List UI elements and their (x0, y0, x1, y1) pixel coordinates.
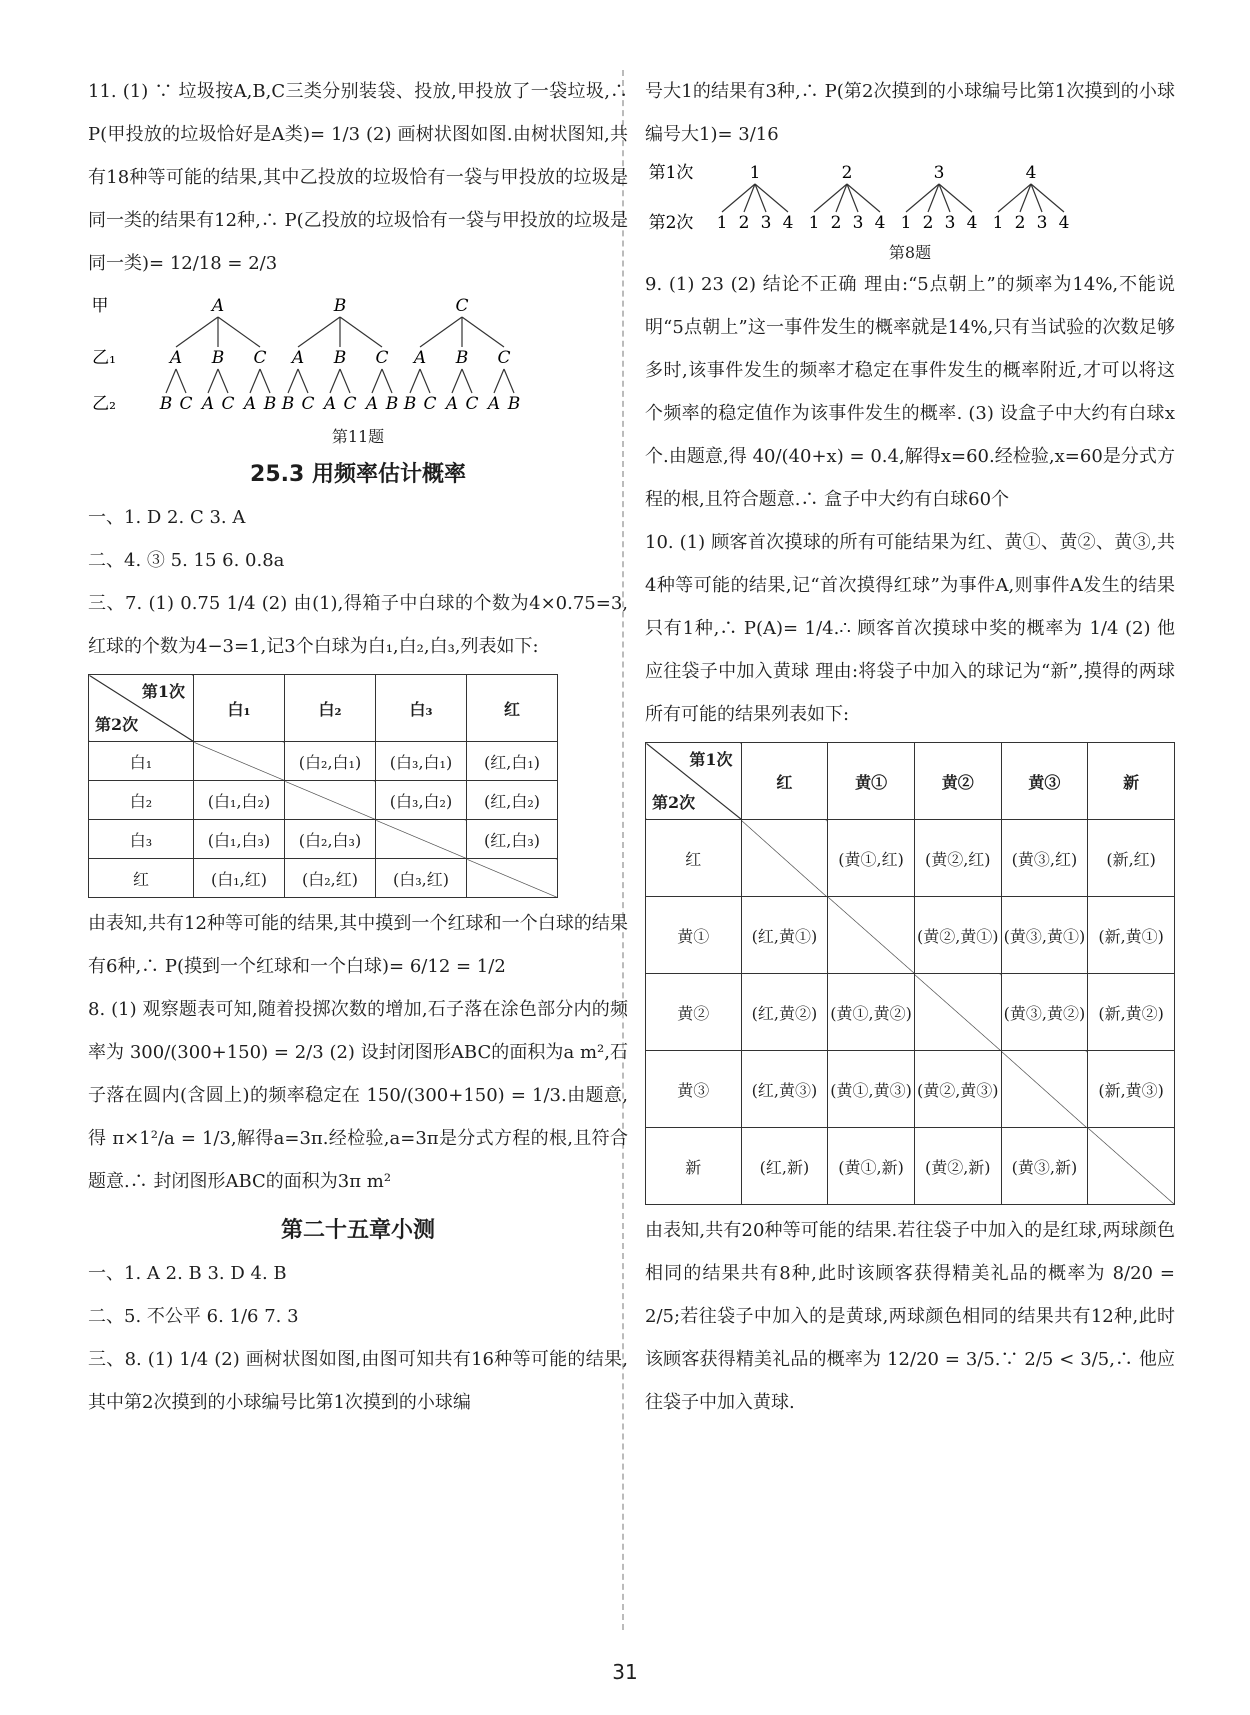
table-row-header: 黄② (646, 974, 742, 1051)
table-diagonal-cell (741, 820, 828, 897)
tree8-leaf-node: 1 (992, 213, 1004, 233)
s253-fill-answers: 二、4. ③ 5. 15 6. 0.8a (88, 550, 285, 571)
tree-branch (504, 369, 514, 393)
table-cell: (黄②,黄①) (914, 897, 1001, 974)
table-cell: (黄③,新) (1001, 1128, 1088, 1205)
table-row (646, 974, 1175, 1051)
tree8-leaf-node: 1 (808, 213, 820, 233)
table-row (89, 742, 558, 781)
tree8-row-label: 第2次 (648, 213, 694, 233)
ch25-fill-answers: 二、5. 不公平 6. 1/6 7. 3 (88, 1306, 299, 1327)
table-column-header: 黄③ (1001, 743, 1088, 820)
table-column-header: 红 (467, 675, 558, 742)
tree11-leaf-node: C (179, 394, 193, 414)
tree11-level2-node: C (253, 348, 267, 368)
q7-conclusion: 由表知,共有12种等可能的结果,其中摸到一个红球和一个白球的结果有6种,∴ P(摸到一个红球和一个白球)= 6/12 = 1/2 (88, 913, 628, 977)
section-title-25-3: 25.3 用频率估计概率 (250, 462, 466, 487)
s253-choice-answers: 一、1. D 2. C 3. A (88, 507, 246, 528)
table-row-header: 黄③ (646, 1051, 742, 1128)
table-row (646, 1128, 1175, 1205)
corner-label-bottom: 第2次 (652, 793, 696, 812)
tree11-leaf-node: A (365, 394, 379, 414)
table-diagonal-cell (914, 974, 1001, 1051)
table-column-header: 黄② (914, 743, 1001, 820)
tree8-leaf-node: 4 (874, 213, 886, 233)
table-cell: (白₁,红) (194, 859, 285, 898)
table-column-header: 新 (1088, 743, 1175, 820)
table-column-header: 白₂ (285, 675, 376, 742)
tree11-level2-node: A (291, 348, 305, 368)
table-column-header: 白₃ (376, 675, 467, 742)
tree-branch (372, 369, 382, 393)
table-diagonal-cell (1088, 1128, 1175, 1205)
table-cell: (新,黄②) (1088, 974, 1175, 1051)
table-cell: (白₂,白₁) (285, 742, 376, 781)
table-row-header: 白₁ (89, 742, 194, 781)
tree11-level1-node: C (455, 296, 469, 316)
tree11-leaf-node: C (343, 394, 357, 414)
tree11-leaf-node: B (159, 394, 173, 414)
q7-answer: 三、7. (1) 0.75 1/4 (2) 由(1),得箱子中白球的个数为4×0.75=3,红球的个数为4−3=1,记3个白球为白₁,白₂,白₃,列表如下: (88, 593, 628, 657)
tree-branch (462, 369, 472, 393)
tree-branch (382, 369, 392, 393)
tree-branch (340, 369, 350, 393)
tree11-leaf-node: C (221, 394, 235, 414)
tree-branch (420, 369, 430, 393)
q11-answer: 11. (1) ∵ 垃圾按A,B,C三类分别装袋、投放,甲投放了一袋垃圾,∴ P(甲投放的垃圾恰好是A类)= 1/3 (2) 画树状图如图.由树状图知,共有18种等可能的结果,其中乙投放的垃圾恰有一袋与甲投放的垃圾是同一类的结果有12种,∴ P(乙投放的垃圾恰有一袋与甲投放的垃圾是同一类)= 12/18 = 2/3 (88, 81, 628, 274)
tree11-leaf-node: B (507, 394, 521, 414)
tree-branch (494, 369, 504, 393)
section-title-ch25-quiz: 第二十五章小测 (280, 1218, 435, 1243)
table-cell: (白₁,白₂) (194, 781, 285, 820)
right-column (645, 70, 1175, 1424)
tree11-level2-node: C (497, 348, 511, 368)
table-cell: (红,新) (741, 1128, 828, 1205)
table-row-header: 红 (646, 820, 742, 897)
table-row-header: 新 (646, 1128, 742, 1205)
tree11-leaf-node: A (323, 394, 337, 414)
table-cell: (黄①,新) (828, 1128, 915, 1205)
tree8-leaf-node: 2 (922, 213, 934, 233)
page-number: 31 (612, 1660, 638, 1684)
tree11-leaf-node: A (201, 394, 215, 414)
tree-branch (462, 317, 504, 347)
table-cell: (白₃,白₁) (376, 742, 467, 781)
tree8-leaf-node: 2 (1014, 213, 1026, 233)
tree11-level1-node: B (333, 296, 347, 316)
tree11-level2-node: A (413, 348, 427, 368)
q10-conclusion: 由表知,共有20种等可能的结果.若往袋子中加入的是红球,两球颜色相同的结果共有8种,此时该顾客获得精美礼品的概率为 8/20 = 2/5;若往袋子中加入的是黄球,两球颜色相同的结果共有12种,此时该顾客获得精美礼品的概率为 12/20 = 3/5.∵ 2/5 < 3/5,∴ 他应往袋子中加入黄球. (645, 1220, 1175, 1413)
table-cell: (黄①,黄③) (828, 1051, 915, 1128)
tree8-level1-node: 4 (1025, 163, 1037, 183)
table-row (89, 820, 558, 859)
table-cell: (黄③,黄②) (1001, 974, 1088, 1051)
tree8-leaf-node: 3 (944, 213, 956, 233)
tree8-row-label: 第1次 (648, 163, 694, 183)
tree-branch (288, 369, 298, 393)
tree-branch (452, 369, 462, 393)
table-cell: (白₃,红) (376, 859, 467, 898)
tree11-level2-node: A (169, 348, 183, 368)
table-q10 (645, 742, 1175, 1205)
table-cell: (新,黄③) (1088, 1051, 1175, 1128)
tree11-leaf-node: C (423, 394, 437, 414)
q9-answer: 9. (1) 23 (2) 结论不正确 理由:“5点朝上”的频率为14%,不能说明“5点朝上”这一事件发生的概率就是14%,只有当试验的次数足够多时,该事件发生的频率才稳定在事件发生的概率附近,才可以将这个频率的稳定值作为该事件发生的概率. (3) 设盒子中大约有白球x个.由题意,得 40/(40+x) = 0.4,解得x=60.经检验,x=60是分式方程的根,且符合题意.∴ 盒子中大约有白球60个 (645, 274, 1175, 510)
tree8-leaf-node: 4 (782, 213, 794, 233)
table-row (646, 897, 1175, 974)
tree11-level2-node: C (375, 348, 389, 368)
ch25-q8-continued: 号大1的结果有3种,∴ P(第2次摸到的小球编号比第1次摸到的小球编号大1)= 3/16 (645, 81, 1175, 145)
table-column-header: 红 (741, 743, 828, 820)
tree8-leaf-node: 4 (966, 213, 978, 233)
tree-branch (260, 369, 270, 393)
tree-branch (218, 369, 228, 393)
tree-branch (176, 369, 186, 393)
table-row (89, 859, 558, 898)
tree8-caption: 第8题 (888, 243, 932, 262)
table-cell: (红,白₂) (467, 781, 558, 820)
tree-branch (218, 317, 260, 347)
table-row-header: 白₃ (89, 820, 194, 859)
table-cell: (白₂,白₃) (285, 820, 376, 859)
table-cell: (黄①,黄②) (828, 974, 915, 1051)
table-column-header: 黄① (828, 743, 915, 820)
table-column-header: 白₁ (194, 675, 285, 742)
table-diagonal-cell (376, 820, 467, 859)
table-cell: (红,黄①) (741, 897, 828, 974)
table-cell: (白₃,白₂) (376, 781, 467, 820)
tree-branch (410, 369, 420, 393)
table-cell: (黄③,红) (1001, 820, 1088, 897)
table-cell: (红,黄③) (741, 1051, 828, 1128)
ch25-choice-answers: 一、1. A 2. B 3. D 4. B (88, 1263, 287, 1284)
corner-label-top: 第1次 (141, 682, 185, 701)
table-cell: (新,黄①) (1088, 897, 1175, 974)
q8-answer: 8. (1) 观察题表可知,随着投掷次数的增加,石子落在涂色部分内的频率为 300/(300+150) = 2/3 (2) 设封闭图形ABC的面积为a m²,石子落在圆内(含圆上)的频率稳定在 150/(300+150) = 1/3.由题意,得 π×1²/a = 1/3,解得a=3π.经检验,a=3π是分式方程的根,且符合题意.∴ 封闭图形ABC的面积为3π m² (88, 999, 628, 1192)
table-cell: (黄③,黄①) (1001, 897, 1088, 974)
table-diagonal-cell (1001, 1051, 1088, 1128)
tree8-leaf-node: 2 (830, 213, 842, 233)
table-header-row (89, 675, 558, 742)
table-cell: (红,白₃) (467, 820, 558, 859)
tree-branch (166, 369, 176, 393)
tree11-level1-node: A (211, 296, 225, 316)
table-diagonal-cell (194, 742, 285, 781)
table-cell: (白₁,白₃) (194, 820, 285, 859)
tree11-leaf-node: C (301, 394, 315, 414)
table-row-header: 白₂ (89, 781, 194, 820)
tree11-leaf-node: B (403, 394, 417, 414)
tree8-leaf-node: 4 (1058, 213, 1070, 233)
tree-branch (340, 317, 382, 347)
table-diagonal-cell (828, 897, 915, 974)
tree8-leaf-node: 3 (1036, 213, 1048, 233)
tree11-leaf-node: B (281, 394, 295, 414)
tree-branch (298, 369, 308, 393)
ch25-q8-answer: 三、8. (1) 1/4 (2) 画树状图如图,由图可知共有16种等可能的结果,其中第2次摸到的小球编号比第1次摸到的小球编 (88, 1349, 628, 1413)
table-row (646, 820, 1175, 897)
tree-branch (420, 317, 462, 347)
tree11-leaf-node: A (243, 394, 257, 414)
tree8-level1-node: 2 (841, 163, 853, 183)
table-corner-cell (89, 675, 194, 742)
table-row (89, 781, 558, 820)
table-q7 (88, 674, 558, 898)
tree11-level2-node: B (211, 348, 225, 368)
table-cell: (黄①,红) (828, 820, 915, 897)
tree8-level1-node: 1 (749, 163, 761, 183)
corner-label-bottom: 第2次 (95, 715, 139, 734)
tree11-level2-node: B (333, 348, 347, 368)
tree8-leaf-node: 1 (900, 213, 912, 233)
table-corner-cell (646, 743, 742, 820)
tree11-level2-node: B (455, 348, 469, 368)
tree11-leaf-node: B (263, 394, 277, 414)
tree-branch (176, 317, 218, 347)
tree-diagram-q8 (645, 160, 1175, 263)
tree-branch (298, 317, 340, 347)
tree-diagram-q11 (88, 289, 628, 447)
tree-branch (208, 369, 218, 393)
table-cell: (红,白₁) (467, 742, 558, 781)
tree11-row-label: 乙₁ (92, 348, 116, 368)
table-cell: (黄②,新) (914, 1128, 1001, 1205)
tree11-svg (88, 289, 628, 424)
tree11-leaf-node: B (385, 394, 399, 414)
table-cell: (红,黄②) (741, 974, 828, 1051)
corner-label-top: 第1次 (689, 750, 733, 769)
tree11-caption: 第11题 (331, 427, 385, 446)
tree8-leaf-node: 3 (760, 213, 772, 233)
tree8-leaf-node: 1 (716, 213, 728, 233)
q10-answer: 10. (1) 顾客首次摸球的所有可能结果为红、黄①、黄②、黄③,共4种等可能的结果,记“首次摸得红球”为事件A,则事件A发生的结果只有1种,∴ P(A)= 1/4.∴ 顾客首次摸球中奖的概率为 1/4 (2) 他应往袋子中加入黄球 理由:将袋子中加入的球记为“新”,摸得的两球所有可能的结果列表如下: (645, 532, 1175, 725)
table-row-header: 黄① (646, 897, 742, 974)
tree11-row-label: 甲 (91, 296, 109, 316)
tree11-leaf-node: C (465, 394, 479, 414)
table-cell: (白₂,红) (285, 859, 376, 898)
tree8-level1-node: 3 (933, 163, 945, 183)
tree11-leaf-node: A (487, 394, 501, 414)
table-cell: (新,红) (1088, 820, 1175, 897)
tree8-leaf-node: 3 (852, 213, 864, 233)
tree-branch (330, 369, 340, 393)
left-column (88, 70, 628, 1424)
table-cell: (黄②,黄③) (914, 1051, 1001, 1128)
tree11-row-label: 乙₂ (92, 394, 116, 414)
tree8-leaf-node: 2 (738, 213, 750, 233)
table-row-header: 红 (89, 859, 194, 898)
table-diagonal-cell (285, 781, 376, 820)
tree8-svg (645, 160, 1175, 240)
table-header-row (646, 743, 1175, 820)
table-diagonal-cell (467, 859, 558, 898)
table-row (646, 1051, 1175, 1128)
table-cell: (黄②,红) (914, 820, 1001, 897)
tree-branch (250, 369, 260, 393)
tree11-leaf-node: A (445, 394, 459, 414)
